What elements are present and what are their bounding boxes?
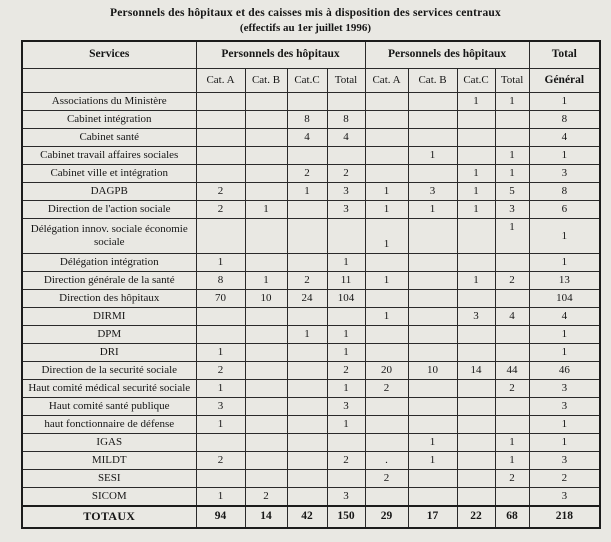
table-header-row-categories bbox=[22, 69, 600, 93]
value-cell: 3 bbox=[495, 201, 529, 219]
value-cell: 1 bbox=[408, 147, 457, 165]
value-cell: 2 bbox=[327, 165, 365, 183]
value-cell: 24 bbox=[287, 290, 327, 308]
value-cell: . bbox=[365, 452, 408, 470]
value-cell bbox=[365, 488, 408, 507]
value-cell bbox=[245, 398, 287, 416]
value-cell bbox=[245, 111, 287, 129]
value-cell: 1 bbox=[529, 254, 600, 272]
value-cell: 1 bbox=[245, 272, 287, 290]
cat-c1-header: Cat.C bbox=[287, 69, 327, 93]
value-cell: 1 bbox=[495, 219, 529, 254]
service-name-cell: SESI bbox=[22, 470, 196, 488]
value-cell: 1 bbox=[457, 93, 495, 111]
value-cell bbox=[457, 398, 495, 416]
value-cell bbox=[365, 416, 408, 434]
service-name-cell: Haut comité santé publique bbox=[22, 398, 196, 416]
table-row bbox=[22, 488, 600, 507]
total-column-header: Total bbox=[529, 41, 600, 69]
value-cell bbox=[196, 93, 245, 111]
value-cell bbox=[245, 344, 287, 362]
value-cell: 1 bbox=[529, 434, 600, 452]
value-cell: 1 bbox=[365, 272, 408, 290]
value-cell bbox=[196, 147, 245, 165]
service-name-cell: Cabinet santé bbox=[22, 129, 196, 147]
value-cell bbox=[245, 165, 287, 183]
value-cell: 1 bbox=[287, 183, 327, 201]
table-row bbox=[22, 272, 600, 290]
value-cell: 104 bbox=[529, 290, 600, 308]
value-cell: 1 bbox=[196, 344, 245, 362]
value-cell: 8 bbox=[196, 272, 245, 290]
value-cell bbox=[365, 434, 408, 452]
value-cell: 104 bbox=[327, 290, 365, 308]
service-name-cell: Associations du Ministère bbox=[22, 93, 196, 111]
value-cell: 2 bbox=[495, 380, 529, 398]
totals-row bbox=[22, 506, 600, 528]
value-cell: 218 bbox=[529, 506, 600, 528]
value-cell bbox=[457, 129, 495, 147]
value-cell: 1 bbox=[327, 380, 365, 398]
value-cell: 10 bbox=[408, 362, 457, 380]
value-cell: 17 bbox=[408, 506, 457, 528]
table-row bbox=[22, 452, 600, 470]
value-cell bbox=[495, 416, 529, 434]
value-cell bbox=[245, 434, 287, 452]
value-cell bbox=[196, 111, 245, 129]
table-header bbox=[22, 41, 600, 93]
table-row bbox=[22, 165, 600, 183]
value-cell: 1 bbox=[245, 201, 287, 219]
table-row bbox=[22, 344, 600, 362]
value-cell: 8 bbox=[287, 111, 327, 129]
value-cell: 10 bbox=[245, 290, 287, 308]
services-column-header: Services bbox=[22, 41, 196, 69]
value-cell: 14 bbox=[245, 506, 287, 528]
value-cell: 8 bbox=[327, 111, 365, 129]
value-cell bbox=[287, 147, 327, 165]
service-name-cell: Direction des hôpitaux bbox=[22, 290, 196, 308]
value-cell bbox=[287, 398, 327, 416]
value-cell bbox=[287, 488, 327, 507]
value-cell bbox=[408, 380, 457, 398]
value-cell: 4 bbox=[529, 308, 600, 326]
value-cell: 1 bbox=[457, 272, 495, 290]
service-name-cell: Cabinet intégration bbox=[22, 111, 196, 129]
value-cell bbox=[408, 111, 457, 129]
value-cell: 3 bbox=[529, 398, 600, 416]
value-cell: 2 bbox=[365, 470, 408, 488]
value-cell: 1 bbox=[529, 93, 600, 111]
table-header-row-groups bbox=[22, 41, 600, 69]
value-cell bbox=[457, 326, 495, 344]
table-row bbox=[22, 111, 600, 129]
value-cell: 29 bbox=[365, 506, 408, 528]
value-cell bbox=[457, 452, 495, 470]
value-cell: 3 bbox=[327, 183, 365, 201]
value-cell bbox=[287, 93, 327, 111]
cat-a1-header: Cat. A bbox=[196, 69, 245, 93]
value-cell bbox=[495, 344, 529, 362]
total-general-header: Général bbox=[529, 69, 600, 93]
value-cell bbox=[287, 416, 327, 434]
table-row bbox=[22, 380, 600, 398]
value-cell bbox=[365, 93, 408, 111]
table-row bbox=[22, 147, 600, 165]
value-cell: 2 bbox=[327, 452, 365, 470]
value-cell bbox=[408, 129, 457, 147]
value-cell bbox=[408, 165, 457, 183]
value-cell: 42 bbox=[287, 506, 327, 528]
value-cell: 1 bbox=[495, 434, 529, 452]
value-cell: 2 bbox=[495, 470, 529, 488]
value-cell bbox=[196, 129, 245, 147]
group1-header: Personnels des hôpitaux bbox=[196, 41, 365, 69]
value-cell: 20 bbox=[365, 362, 408, 380]
value-cell bbox=[327, 219, 365, 254]
service-name-cell: DRI bbox=[22, 344, 196, 362]
value-cell: 46 bbox=[529, 362, 600, 380]
empty-header-cell bbox=[22, 69, 196, 93]
value-cell bbox=[365, 254, 408, 272]
value-cell bbox=[245, 326, 287, 344]
value-cell: 1 bbox=[529, 344, 600, 362]
value-cell: 4 bbox=[495, 308, 529, 326]
value-cell bbox=[457, 416, 495, 434]
value-cell: 3 bbox=[196, 398, 245, 416]
table-row bbox=[22, 434, 600, 452]
value-cell: 2 bbox=[365, 380, 408, 398]
value-cell: 44 bbox=[495, 362, 529, 380]
table-row bbox=[22, 416, 600, 434]
value-cell bbox=[457, 111, 495, 129]
value-cell bbox=[457, 380, 495, 398]
value-cell: 1 bbox=[327, 344, 365, 362]
value-cell bbox=[495, 254, 529, 272]
title-line2: (effectifs au 1er juillet 1996) bbox=[239, 22, 372, 34]
value-cell: 1 bbox=[327, 326, 365, 344]
value-cell: 3 bbox=[327, 201, 365, 219]
value-cell: 2 bbox=[196, 452, 245, 470]
title-line1: Personnels des hôpitaux et des caisses mis à disposition des services centraux bbox=[110, 7, 501, 19]
value-cell bbox=[287, 308, 327, 326]
table-row bbox=[22, 219, 600, 254]
value-cell bbox=[495, 129, 529, 147]
value-cell: 1 bbox=[457, 165, 495, 183]
value-cell bbox=[457, 147, 495, 165]
value-cell bbox=[495, 290, 529, 308]
value-cell: 70 bbox=[196, 290, 245, 308]
value-cell: 3 bbox=[529, 380, 600, 398]
value-cell bbox=[365, 398, 408, 416]
value-cell bbox=[287, 201, 327, 219]
cat-b1-header: Cat. B bbox=[245, 69, 287, 93]
value-cell bbox=[287, 434, 327, 452]
service-name-cell: DIRMI bbox=[22, 308, 196, 326]
total1-header: Total bbox=[327, 69, 365, 93]
value-cell bbox=[196, 219, 245, 254]
value-cell bbox=[408, 219, 457, 254]
value-cell: 1 bbox=[529, 219, 600, 254]
value-cell bbox=[287, 219, 327, 254]
value-cell bbox=[408, 398, 457, 416]
value-cell: 2 bbox=[245, 488, 287, 507]
value-cell bbox=[365, 326, 408, 344]
service-name-cell: Direction de l'action sociale bbox=[22, 201, 196, 219]
value-cell: 1 bbox=[408, 452, 457, 470]
value-cell: 2 bbox=[495, 272, 529, 290]
value-cell: 1 bbox=[196, 416, 245, 434]
value-cell: 3 bbox=[529, 165, 600, 183]
value-cell: 2 bbox=[196, 183, 245, 201]
value-cell: 1 bbox=[365, 219, 408, 254]
table-row bbox=[22, 290, 600, 308]
value-cell bbox=[408, 470, 457, 488]
value-cell: 1 bbox=[495, 452, 529, 470]
value-cell bbox=[457, 344, 495, 362]
value-cell bbox=[408, 290, 457, 308]
table-row bbox=[22, 93, 600, 111]
value-cell bbox=[408, 416, 457, 434]
value-cell bbox=[327, 470, 365, 488]
value-cell bbox=[327, 434, 365, 452]
service-name-cell: IGAS bbox=[22, 434, 196, 452]
value-cell bbox=[408, 308, 457, 326]
service-name-cell: haut fonctionnaire de défense bbox=[22, 416, 196, 434]
value-cell: 3 bbox=[529, 488, 600, 507]
value-cell bbox=[457, 290, 495, 308]
table-row bbox=[22, 183, 600, 201]
value-cell: 94 bbox=[196, 506, 245, 528]
value-cell bbox=[245, 183, 287, 201]
table-row bbox=[22, 308, 600, 326]
cat-b2-header: Cat. B bbox=[408, 69, 457, 93]
value-cell: 1 bbox=[287, 326, 327, 344]
value-cell bbox=[245, 416, 287, 434]
table-body bbox=[22, 93, 600, 529]
value-cell: 1 bbox=[327, 416, 365, 434]
value-cell: 5 bbox=[495, 183, 529, 201]
value-cell: 13 bbox=[529, 272, 600, 290]
value-cell: 1 bbox=[457, 183, 495, 201]
cat-a2-header: Cat. A bbox=[365, 69, 408, 93]
table-row bbox=[22, 398, 600, 416]
value-cell bbox=[245, 380, 287, 398]
value-cell bbox=[327, 147, 365, 165]
value-cell bbox=[365, 111, 408, 129]
value-cell: 2 bbox=[196, 201, 245, 219]
value-cell: 1 bbox=[196, 254, 245, 272]
value-cell bbox=[245, 129, 287, 147]
value-cell: 3 bbox=[327, 398, 365, 416]
value-cell: 4 bbox=[327, 129, 365, 147]
value-cell: 1 bbox=[365, 201, 408, 219]
service-name-cell: Cabinet travail affaires sociales bbox=[22, 147, 196, 165]
service-name-cell: Haut comité médical securité sociale bbox=[22, 380, 196, 398]
value-cell: 1 bbox=[529, 147, 600, 165]
value-cell bbox=[196, 308, 245, 326]
value-cell: 22 bbox=[457, 506, 495, 528]
value-cell: 1 bbox=[529, 416, 600, 434]
value-cell: 1 bbox=[529, 326, 600, 344]
total2-header: Total bbox=[495, 69, 529, 93]
value-cell: 1 bbox=[495, 147, 529, 165]
value-cell bbox=[245, 362, 287, 380]
value-cell bbox=[196, 470, 245, 488]
service-name-cell: TOTAUX bbox=[22, 506, 196, 528]
service-name-cell: SICOM bbox=[22, 488, 196, 507]
value-cell bbox=[365, 147, 408, 165]
personnel-table bbox=[21, 40, 601, 529]
value-cell bbox=[495, 488, 529, 507]
value-cell bbox=[365, 165, 408, 183]
value-cell bbox=[408, 488, 457, 507]
table-row bbox=[22, 129, 600, 147]
service-name-cell: Délégation innov. sociale économie sociale bbox=[22, 219, 196, 254]
value-cell bbox=[457, 254, 495, 272]
value-cell: 11 bbox=[327, 272, 365, 290]
service-name-cell: Direction générale de la santé bbox=[22, 272, 196, 290]
table-row bbox=[22, 362, 600, 380]
value-cell bbox=[495, 326, 529, 344]
value-cell: 3 bbox=[327, 488, 365, 507]
value-cell bbox=[245, 147, 287, 165]
value-cell: 2 bbox=[287, 165, 327, 183]
value-cell: 1 bbox=[196, 488, 245, 507]
value-cell: 1 bbox=[327, 254, 365, 272]
value-cell bbox=[245, 452, 287, 470]
table-row bbox=[22, 470, 600, 488]
value-cell bbox=[408, 272, 457, 290]
value-cell: 4 bbox=[287, 129, 327, 147]
value-cell: 1 bbox=[457, 201, 495, 219]
value-cell: 1 bbox=[495, 165, 529, 183]
value-cell bbox=[245, 254, 287, 272]
document-title bbox=[0, 7, 611, 34]
table-row bbox=[22, 326, 600, 344]
value-cell: 1 bbox=[196, 380, 245, 398]
value-cell bbox=[327, 308, 365, 326]
value-cell: 1 bbox=[365, 308, 408, 326]
value-cell bbox=[408, 254, 457, 272]
value-cell bbox=[365, 129, 408, 147]
value-cell bbox=[287, 470, 327, 488]
value-cell: 1 bbox=[495, 93, 529, 111]
value-cell bbox=[408, 344, 457, 362]
value-cell bbox=[196, 326, 245, 344]
value-cell: 2 bbox=[287, 272, 327, 290]
value-cell: 2 bbox=[196, 362, 245, 380]
service-name-cell: DPM bbox=[22, 326, 196, 344]
value-cell: 150 bbox=[327, 506, 365, 528]
value-cell bbox=[245, 308, 287, 326]
table-row bbox=[22, 201, 600, 219]
value-cell: 3 bbox=[529, 452, 600, 470]
value-cell bbox=[457, 488, 495, 507]
service-name-cell: Cabinet ville et intégration bbox=[22, 165, 196, 183]
value-cell bbox=[495, 398, 529, 416]
value-cell bbox=[287, 380, 327, 398]
value-cell bbox=[245, 470, 287, 488]
service-name-cell: Direction de la securité sociale bbox=[22, 362, 196, 380]
value-cell: 2 bbox=[327, 362, 365, 380]
value-cell bbox=[365, 290, 408, 308]
value-cell bbox=[365, 344, 408, 362]
value-cell: 14 bbox=[457, 362, 495, 380]
service-name-cell: MILDT bbox=[22, 452, 196, 470]
value-cell bbox=[196, 434, 245, 452]
value-cell: 3 bbox=[408, 183, 457, 201]
value-cell bbox=[245, 93, 287, 111]
value-cell: 68 bbox=[495, 506, 529, 528]
group2-header: Personnels des hôpitaux bbox=[365, 41, 529, 69]
value-cell bbox=[287, 254, 327, 272]
service-name-cell: Délégation intégration bbox=[22, 254, 196, 272]
value-cell bbox=[287, 452, 327, 470]
value-cell: 3 bbox=[457, 308, 495, 326]
value-cell bbox=[287, 344, 327, 362]
value-cell: 1 bbox=[365, 183, 408, 201]
value-cell: 8 bbox=[529, 111, 600, 129]
value-cell: 6 bbox=[529, 201, 600, 219]
value-cell bbox=[457, 219, 495, 254]
value-cell bbox=[457, 434, 495, 452]
value-cell bbox=[287, 362, 327, 380]
table-row bbox=[22, 254, 600, 272]
value-cell bbox=[196, 165, 245, 183]
value-cell: 8 bbox=[529, 183, 600, 201]
value-cell bbox=[457, 470, 495, 488]
value-cell bbox=[495, 111, 529, 129]
value-cell bbox=[408, 93, 457, 111]
value-cell bbox=[327, 93, 365, 111]
value-cell: 2 bbox=[529, 470, 600, 488]
value-cell: 1 bbox=[408, 201, 457, 219]
value-cell: 4 bbox=[529, 129, 600, 147]
value-cell bbox=[408, 326, 457, 344]
service-name-cell: DAGPB bbox=[22, 183, 196, 201]
value-cell: 1 bbox=[408, 434, 457, 452]
cat-c2-header: Cat.C bbox=[457, 69, 495, 93]
value-cell bbox=[245, 219, 287, 254]
